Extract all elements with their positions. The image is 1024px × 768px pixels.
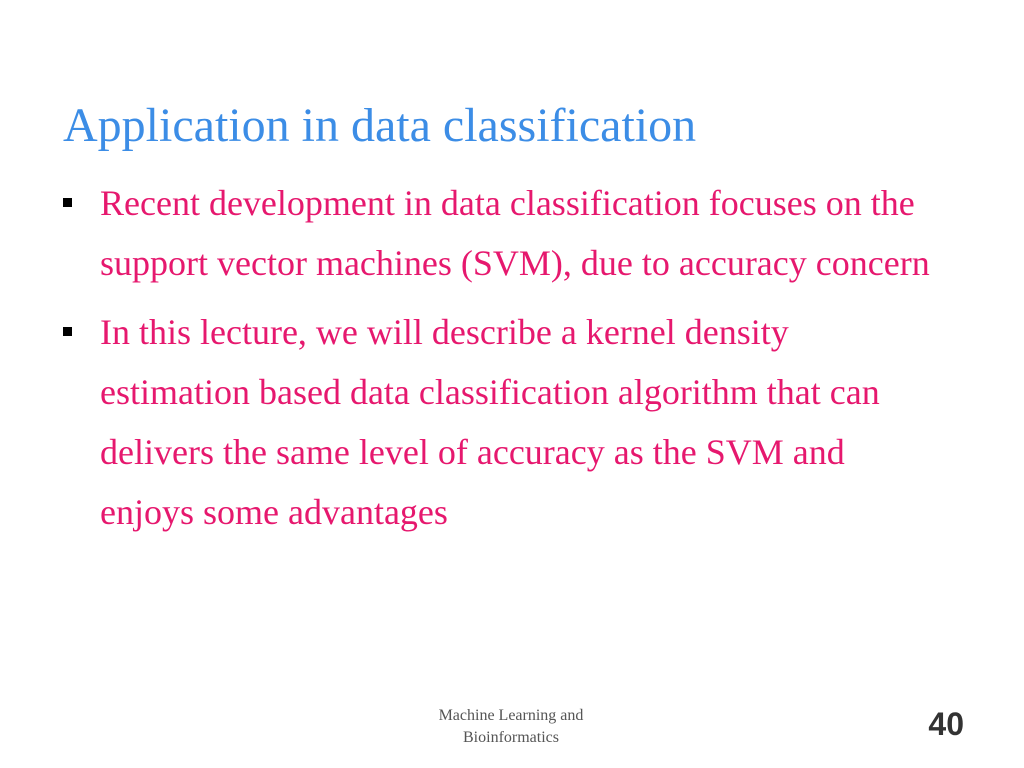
bullet-list <box>63 173 943 551</box>
page-number: 40 <box>928 706 964 742</box>
bullet-text: Recent development in data classification focuses on the support vector machines (SVM), due to accuracy concern <box>100 183 930 283</box>
bullet-text: In this lecture, we will describe a kernel density estimation based data classification algorithm that can delivers the same level of accuracy as the SVM and enjoys some advantages <box>100 312 880 532</box>
square-bullet-icon <box>63 198 72 207</box>
bullet-item <box>63 302 943 542</box>
square-bullet-icon <box>63 327 72 336</box>
bullet-item <box>63 173 943 293</box>
slide-title: Application in data classification <box>63 99 697 152</box>
footer-text: Machine Learning and Bioinformatics <box>438 707 584 746</box>
